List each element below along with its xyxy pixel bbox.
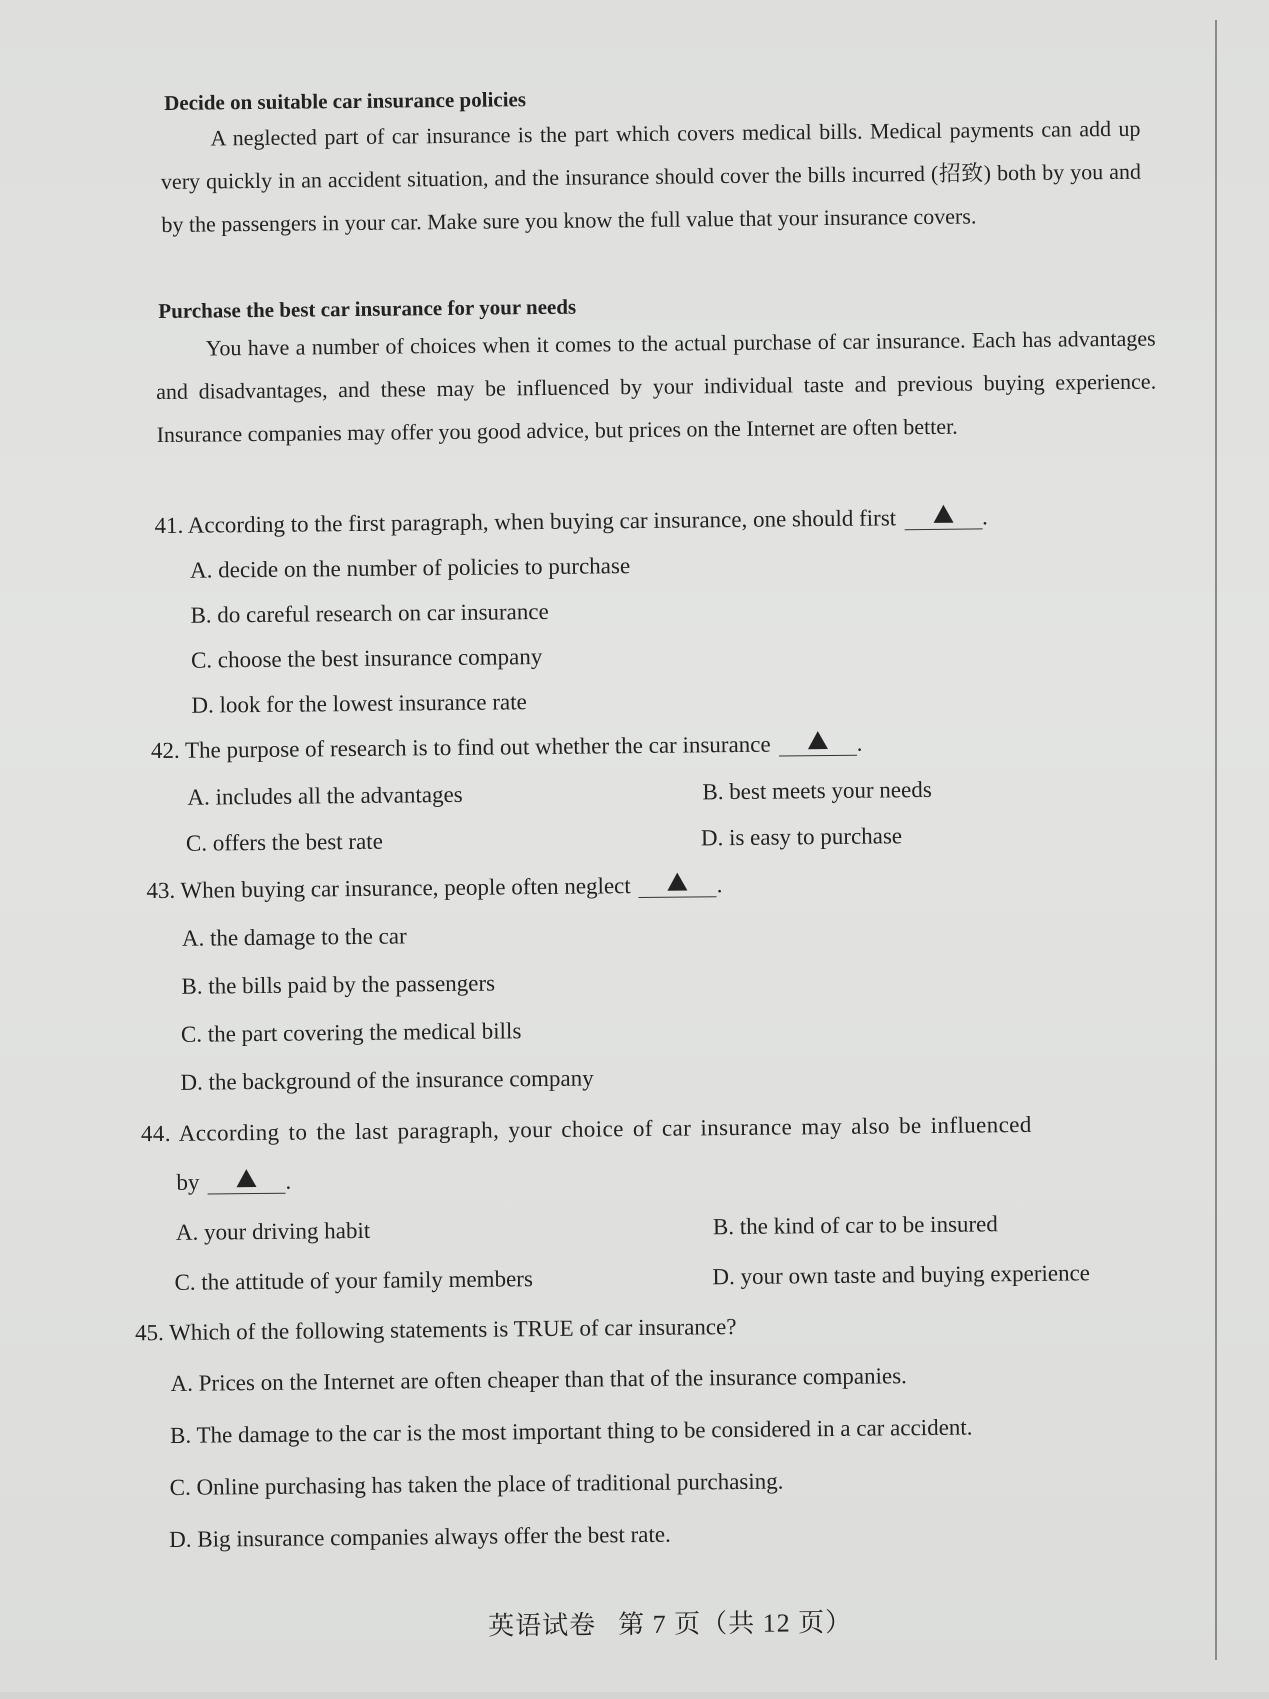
option-41c: C. choose the best insurance company	[190, 644, 543, 673]
option-43d: D. the background of the insurance company	[180, 1065, 594, 1095]
answer-blank	[779, 731, 857, 757]
question-45: 45. Which of the following statements is TRUE of car insurance?	[134, 1314, 737, 1346]
question-42-stem: 42. The purpose of research is to find out whether the car insurance	[150, 731, 771, 764]
option-41b: B. do careful research on car insurance	[190, 598, 549, 628]
page-footer	[488, 1602, 874, 1643]
question-44-continued: by .	[176, 1168, 292, 1195]
triangle-icon	[668, 873, 688, 891]
triangle-icon	[807, 731, 827, 749]
footer-page-number: 第 7 页（共 12 页）	[617, 1607, 853, 1640]
option-45c: C. Online purchasing has taken the place of traditional purchasing.	[169, 1468, 784, 1500]
question-44: 44. According to the last paragraph, your choice of car insurance may also be influenced	[140, 1111, 1032, 1147]
option-43b: B. the bills paid by the passengers	[181, 970, 496, 999]
option-42a: A. includes all the advantages	[187, 781, 463, 810]
paragraph-policies: A neglected part of car insurance is the part which covers medical bills. Medical payments can add up very quickly in an accident situation, and the insurance should cover the bills incurred (招致) both by you and by the passengers in your car. Make sure you know the full value that your insurance covers.	[160, 115, 1142, 237]
question-43-stem: 43. When buying car insurance, people often neglect	[146, 873, 631, 904]
question-41: 41. According to the first paragraph, when buying car insurance, one should first .	[154, 504, 988, 539]
option-41a: A. decide on the number of policies to purchase	[189, 553, 631, 583]
option-42b: B. best meets your needs	[702, 776, 932, 805]
section-heading-policies: Decide on suitable car insurance policies	[164, 87, 527, 115]
question-42: 42. The purpose of research is to find out whether the car insurance .	[150, 730, 863, 764]
triangle-icon	[236, 1169, 256, 1187]
option-41d: D. look for the lowest insurance rate	[191, 689, 527, 718]
option-44c: C. the attitude of your family members	[174, 1266, 533, 1295]
answer-blank	[639, 872, 717, 898]
answer-blank	[207, 1169, 285, 1195]
option-44a: A. your driving habit	[175, 1217, 371, 1245]
section-heading-purchase: Purchase the best car insurance for your needs	[158, 294, 577, 324]
option-45d: D. Big insurance companies always offer the best rate.	[169, 1521, 671, 1552]
question-41-stem: 41. According to the first paragraph, when buying car insurance, one should first	[154, 505, 897, 539]
option-45a: A. Prices on the Internet are often cheaper than that of the insurance companies.	[170, 1363, 907, 1396]
option-43c: C. the part covering the medical bills	[180, 1018, 522, 1047]
option-44d: D. your own taste and buying experience	[712, 1260, 1091, 1290]
option-43a: A. the damage to the car	[181, 923, 407, 951]
option-44b: B. the kind of car to be insured	[712, 1211, 998, 1240]
paragraph-purchase: You have a number of choices when it comes to the actual purchase of car insurance. Each has advantages and disadvantages, and these may be influenced by your individual taste and previous buying experience. Insurance companies may offer you good advice, but prices on the Internet are often better.	[156, 325, 1157, 448]
answer-blank	[904, 504, 982, 530]
footer-subject: 英语试卷	[487, 1610, 597, 1641]
option-42c: C. offers the best rate	[185, 828, 383, 856]
question-43: 43. When buying car insurance, people often neglect .	[146, 872, 723, 904]
option-42d: D. is easy to purchase	[700, 823, 903, 851]
option-45b: B. The damage to the car is the most important thing to be considered in a car accident.	[169, 1414, 973, 1448]
triangle-icon	[933, 505, 953, 523]
